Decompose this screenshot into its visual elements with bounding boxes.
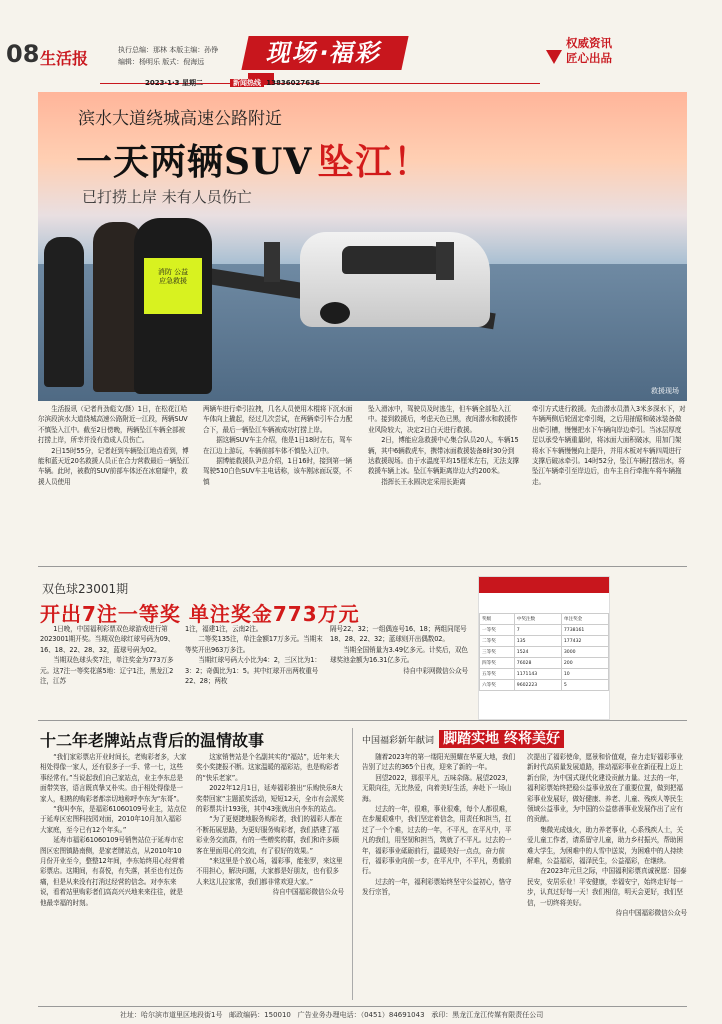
page-number: 08 [6,40,40,68]
table-cell: 单注奖金 [561,614,608,625]
table-cell: 3000 [561,647,608,658]
paragraph: 隔号22、32；一组偶连号16、18；两组同尾号18、28、22、32；蓝球则开出偶数02。 [330,625,467,644]
table-cell: 200 [561,658,608,669]
source-note: 待自中国福彩微信公众号 [272,888,344,897]
paragraph: 2日15时55分，记者赶到车辆坠江地点看到，博能和蓝天近20名救援人员正在合力营救最后一辆坠江车辆。此时，被救的SUV前部车体还在冰窟窿中，救援人员使用 [38,446,190,486]
paragraph: 指挥长王永圆决定采用长距离 [381,477,466,486]
paragraph: “来这里是个放心场，福彩事，能张罗，来这里不用担心，解决问题，大家都是好朋友，也有很多人来这儿拉家常，我们都非常欢迎大家。” [196,857,343,886]
vest-text: 消防 公益 应急救援 [157,268,189,285]
table-cell: 1171143 [514,669,561,680]
lottery-article [40,624,470,712]
paragraph: “为了更便捷地服务购彩者，我们的福彩人都在不断拓展思路，为更好服务购彩者，我们搭建了福彩业务交流群，有的一些赠奖的群，我们和许多顾客在里面用心的交流，有了很好的效果。” [196,815,343,855]
table-cell: 五等奖 [480,669,515,680]
section-banner: 现场·福彩 [241,36,408,70]
table-cell: 二等奖 [480,636,515,647]
newyear-kicker: 中国福彩新年献词 [362,736,435,746]
station-article [40,752,344,1002]
rescuer-1 [44,237,84,387]
newyear-article [362,752,687,1002]
paragraph: 随着2023年的第一缕阳光照耀在华夏大地，我们告别了过去的365个日夜，迎来了新的一年。 [362,753,515,772]
paragraph: “我叫李东，是福彩61060109号业主，站点位于延寿区宏图科技园对面，2010年10月加入福彩大家庭，至今已有12个年头。” [40,805,187,834]
paragraph: 牵引方式进行救援。先由潜水员潜入3米多深水下，对车辆两侧后轮固定牵引绳，之后用抽锯和破冰装备做出牵引槽，慢慢把水下车辆向岸边牵引。当冰层厚度足以承受车辆重量时，将冰面大面积破冰，用加门架将水下车辆慢慢向上提升，并用木板对车辆四周进行支撑后破冰牵引。14时52分，坠江车辆打捞出水，将坠江车辆牵引至岸边后，由车主自行牵拖车将车辆拖走。 [532,405,686,486]
newyear-headline: 脚踏实地 终将美好 [439,730,564,748]
paragraph: 2022年12月1日，延寿福彩推出“乐购快乐8大奖带回家”主题派奖活动，短短12天，全市有会派奖的彩票共计193张，其中43张就出自李东的站点。 [196,784,344,814]
paragraph: 这家销售站是个名副其实的“福站”，近年来大奖小奖捷报不断。这家温暖的福彩站，也是购彩者的“快乐老家”。 [196,753,340,782]
table-row [480,625,609,636]
source-note: 待自中国福彩微信公众号 [615,909,687,918]
table-cell: 中奖注数 [514,614,561,625]
paragraph: 2日，博能应急救援中心集合队员20人，车辆15辆，其中6辆救虎车，携带冰面救援装备8时30分到达救援现场。由于水温度平均15厘米左右，无法支撑救援车辆上冰。坠江车辆距离岸边大约200米。 [368,436,520,476]
table-row [480,680,609,691]
footer [120,1010,543,1020]
rescuer-4 [264,242,280,282]
footer-ad-label: 广告业务办理电话： [297,1011,361,1019]
paragraph: 在2023年元旦之际，中国福利彩票真诚祝愿：国泰民安，安居乐业！平安健康，幸福安宁，始终走好每一步，认真过好每一天！我们相信，明天会更好，我们坚信，一切终将美好。 [527,867,687,907]
prize-table [479,613,609,691]
paragraph: 二等奖135注，单注金额17万多元。当期末等奖开出963万多注。 [185,635,323,654]
column-divider [352,728,353,1000]
photo-caption: 救援现场 [651,387,679,395]
lead-kicker: 滨水大道绕城高速公路附近 [78,109,282,129]
lottery-col-2 [185,624,323,686]
divider [38,720,687,721]
lead-col-1 [38,404,190,487]
table-row [480,658,609,669]
paragraph: 延寿市福彩61060109号销售站位于延寿市宏图区宏图镇路南侧，是家老牌站点，从2010年10月份开业至今，整整12年间，李东始终用心经营着彩票店。这期间，有喜悦，有失落，甚至也有过伤痛，但是从来没有打消过经营的信念。对李东来说，看着站里购彩者们高高兴兴地来来往往，就是他最幸福的时刻。 [40,836,185,907]
hotline-number: 13836027636 [266,79,320,87]
paragraph: 集微光成烛火，助力养老事业，心系残疾人士，关爱儿童工作者，请系留守儿童，助力乡村振兴，帮助困难大学生，为困难中的人雪中送炭，为困难中的人持续解难，公益福彩，福泽民生，公益福彩，在继续。 [527,825,684,866]
slogan-line-2: 匠心出品 [566,51,612,65]
table-cell: 177432 [561,636,608,647]
footer-printer: 承印：黑龙江龙江传媒有限责任公司 [431,1011,544,1019]
car-wheel [320,302,350,324]
paragraph: 当期全国销量为3.49亿多元。计奖后，双色球奖池金额为16.31亿多元。 [330,645,468,665]
paragraph: 次提出了福彩使命，愿景和价值观，奋力走好福彩事业新时代高质量发展道路，推动福彩事业在新征程上迈上新台阶，为中国式现代化建设贡献力量。过去的一年，福利彩票始终把稳公益事业放在了重要位置，做到把福彩事业发展好，做好健康、养老、儿童、残疾人等民生领域公益事业，为中国的公益慈善事业发展作出了应有的贡献。 [527,753,683,824]
phone-header-bar [479,577,609,593]
paragraph: 坠入滑冰中，驾驶员及时逃生，但车辆全部坠入江中。接到救援后，考虑天色已黑，夜间潜水和救援作业风险较大，决定2日白天进行救援。 [368,405,518,434]
lead-title-red: 坠江！ [317,141,432,183]
paper-logo: 生活报 [40,49,89,68]
table-cell: 三等奖 [480,647,515,658]
table-cell: 9602223 [514,680,561,691]
table-cell: 76028 [514,658,561,669]
paragraph: “我们家彩票店开业时间长，老购彩者多，大家相处得像一家人，还有很多子一手、常一七，这些事经常有。”当说起我们自己家站点，业主李东总是面带笑容，语言既真挚又朴实。由于相处得像是一家人，相熟的购彩者都亲切地称呼李东为“东哥”。 [40,753,187,803]
lead-title-black: 一天两辆SUV [76,141,313,183]
table-cell: 1524 [514,647,561,658]
paragraph: 据这辆SUV车主介绍，他是1日18时左右，驾车在江边上游玩，车辆前部车体不慎坠入江中。 [203,436,353,455]
paragraph: 回望2022，那很平凡，五味杂陈。展望2023，无限向往，无比热爱，向着美好生活，奔赴下一场山海。 [362,773,512,803]
table-row [480,647,609,658]
table-cell: 7 [514,625,561,636]
paragraph: 当期红球号码大小比为4：2，三区比为1：3：2；奇偶比为1：5。其中红球开出两枚重号22、28；两枚 [185,656,321,686]
paragraph: 过去的一年，很难，事业很难，每个人都很难，在步履艰难中，我们坚定着信念，用责任和担当，扛过了一个个难，过去的一年，不平凡，在平凡中，平凡的我们，用坚韧和担当，筑就了不平凡。过去的一年，福彩事业砥砺前行，温暖美好一点点，奋力前行，福彩事业向前一步，在平凡中，不平凡，勇毅前行。 [362,805,512,876]
paragraph: 1日晚，中国福利彩票双色球游戏进行第2023001期开奖。当期双色球红球号码为09、16、18、22、28、32，蓝球号码为02。 [40,625,175,654]
lead-title [76,134,431,185]
paragraph: 两辆车进行牵引拉拽，几名人员使用木棍将下沉水面车体向上撬起，经过几次尝试，在两辆牵引车合力配合下，最后一辆坠江车辆被成功打捞上岸。 [203,405,353,434]
hotline-label: 新闻热线 [230,79,264,87]
table-cell: 5 [561,680,608,691]
station-headline: 十二年老牌站点背后的温情故事 [40,731,265,750]
station-col-1 [40,752,187,908]
footer-address: 社址：哈尔滨市道里区地段街1号 [120,1011,223,1019]
table-cell: 10 [561,669,608,680]
slogan-line-1: 权威资讯 [566,36,612,50]
table-row [480,669,609,680]
table-cell: 奖级 [480,614,515,625]
lottery-kicker: 双色球23001期 [42,582,129,596]
lead-col-2 [203,404,355,487]
newyear-header [362,728,564,748]
newyear-col-2 [527,752,687,919]
divider [38,566,687,567]
station-col-2 [196,752,344,898]
source-note: 待自中彩网微信公众号 [403,666,468,675]
paragraph: 生活报讯（记者肖劲彪文/摄）1日，在松花江哈尔滨段滨水大道绕城高速公路附近一江段，两辆SUV不慎坠入江中。截至2日傍晚，两辆坠江车辆全部被打捞上岸，所幸并没有造成人员伤亡。 [38,405,188,445]
rescuer-5 [436,242,454,280]
table-row [480,614,609,625]
slogan [566,36,612,66]
footer-rule [38,1006,687,1007]
hotline [230,78,320,88]
table-cell: 一等奖 [480,625,515,636]
paragraph: 过去的一年，福利彩票始终坚守公益初心，恪守发行宗旨， [362,877,512,897]
triangle-down-icon [546,50,562,64]
lead-col-4 [532,404,687,487]
table-row [480,636,609,647]
safety-vest [144,258,202,314]
lottery-col-3 [330,624,468,676]
lottery-result-phone [478,576,610,720]
table-cell: 7738161 [561,625,608,636]
rescuer-3 [134,218,212,394]
table-cell: 六等奖 [480,680,515,691]
credits [118,44,218,68]
paragraph: 1注，福建1注，云南2注。 [185,625,263,633]
lead-col-3 [368,404,520,487]
issue-date: 2023·1·3 星期二 [145,79,203,87]
lottery-headline: 开出7注一等奖 单注奖金773万元 [40,602,360,626]
headline-block [38,92,687,212]
paragraph: 当期双色球头奖7注，单注奖金为773万多元。这7注一等奖花落5地：辽宁1注，黑龙江2注，江苏 [40,656,174,686]
credits-line-2: 编辑：杨明乐 版式：倪海远 [118,58,205,66]
lottery-col-1 [40,624,178,686]
table-cell: 四等奖 [480,658,515,669]
lead-article [38,404,687,554]
table-cell: 135 [514,636,561,647]
footer-postcode: 邮政编码：150010 [229,1011,291,1019]
footer-ad-phone: （0451）84691043 [360,1011,425,1019]
newyear-col-1 [362,752,517,898]
lead-subtitle: 已打捞上岸 未有人员伤亡 [82,188,252,206]
suv-car [300,232,490,327]
credits-line-1: 执行总编：那林 本版主编：孙铮 [118,46,219,54]
paragraph: 据博能救援队尹总介绍，1日16时，接到第一辆驾驶510白色SUV车主电话称，该车刚冰面玩耍，不慎 [203,457,352,486]
